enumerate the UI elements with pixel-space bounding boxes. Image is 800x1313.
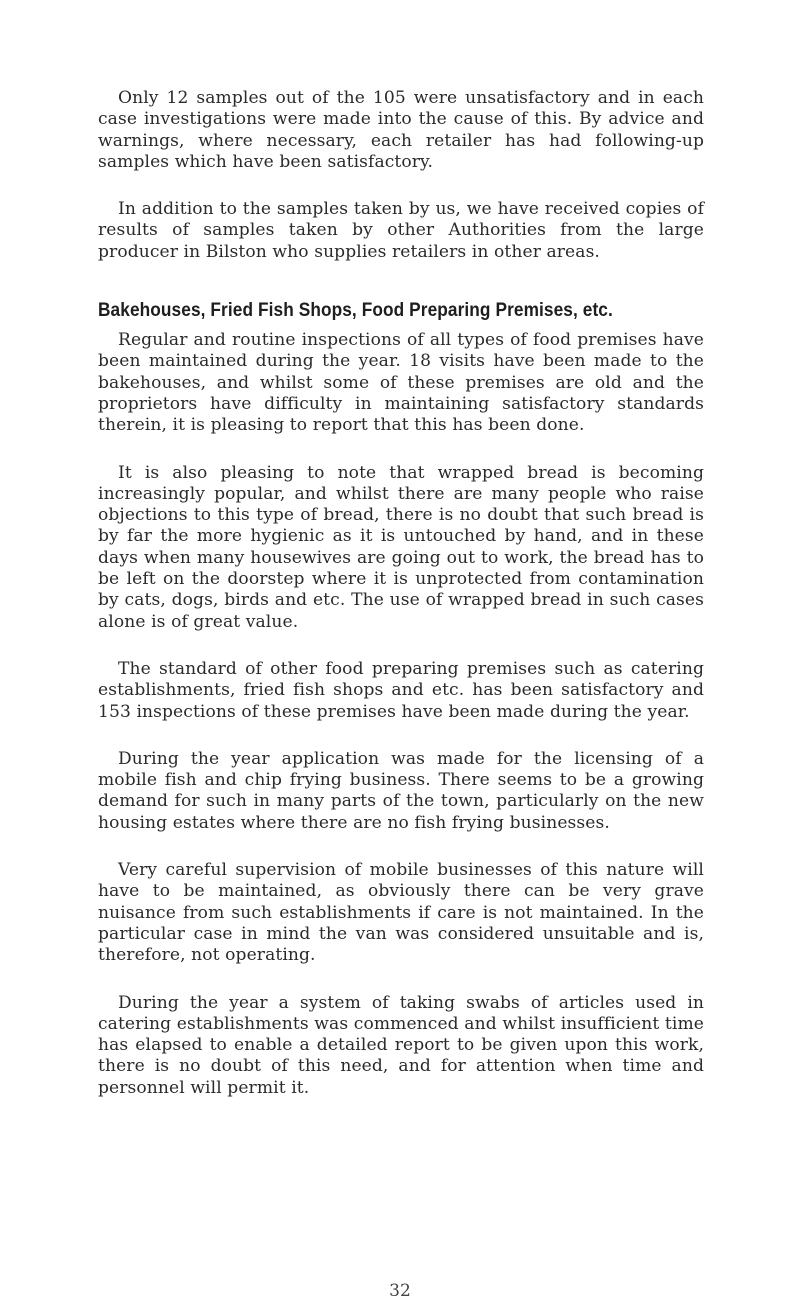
paragraph-swabs-system: During the year a system of taking swabs of articles used in catering establishments was commenced and whilst insufficient time has elapsed to enable a detailed report to be given upon this work, there is no doubt of this need, and for attention when time and personnel will permit it. bbox=[98, 992, 704, 1098]
paragraph-routine-inspections: Regular and routine inspections of all types of food premises have been maintained during the year. 18 visits have been made to the bakehouses, and whilst some of these premises are old and the proprietors have difficulty in maintaining satisfactory standards therein, it is pleasing to report that this has been done. bbox=[98, 330, 704, 436]
page-number: 32 bbox=[389, 1281, 411, 1301]
document-page bbox=[98, 88, 704, 1099]
paragraph-mobile-supervision: Very careful supervision of mobile businesses of this nature will have to be maintained, as obviously there can be very grave nuisance from such establishments if care is not maintained. In the particular case in mind the van was considered unsuitable and is, therefore, not operating. bbox=[98, 860, 704, 966]
paragraph-unsatisfactory-samples: Only 12 samples out of the 105 were unsatisfactory and in each case investigations were made into the cause of this. By advice and warnings, where necessary, each retailer has had following-up samples which have been satisfactory. bbox=[98, 88, 704, 172]
paragraph-catering-standards: The standard of other food preparing premises such as catering establishments, fried fish shops and etc. has been satisfactory and 153 inspections of these premises have been made during the year. bbox=[98, 658, 704, 722]
paragraph-wrapped-bread: It is also pleasing to note that wrapped bread is becoming increasingly popular, and whilst there are many people who raise objections to this type of bread, there is no doubt that such bread is by far the more hygienic as it is untouched by hand, and in these days when many housewives are going out to work, the bread has to be left on the doorstep where it is unprotected from contamination by cats, dogs, birds and etc. The use of wrapped bread in such cases alone is of great value. bbox=[98, 462, 704, 632]
section-heading: Bakehouses, Fried Fish Shops, Food Preparing Premises, etc. bbox=[98, 300, 613, 322]
paragraph-mobile-fish-licensing: During the year application was made for the licensing of a mobile fish and chip frying business. There seems to be a growing demand for such in many parts of the town, particularly on the new housing estates where there are no fish frying businesses. bbox=[98, 748, 704, 833]
paragraph-other-authorities: In addition to the samples taken by us, we have received copies of results of samples taken by other Authorities from the large producer in Bilston who supplies retailers in other areas. bbox=[98, 199, 704, 262]
